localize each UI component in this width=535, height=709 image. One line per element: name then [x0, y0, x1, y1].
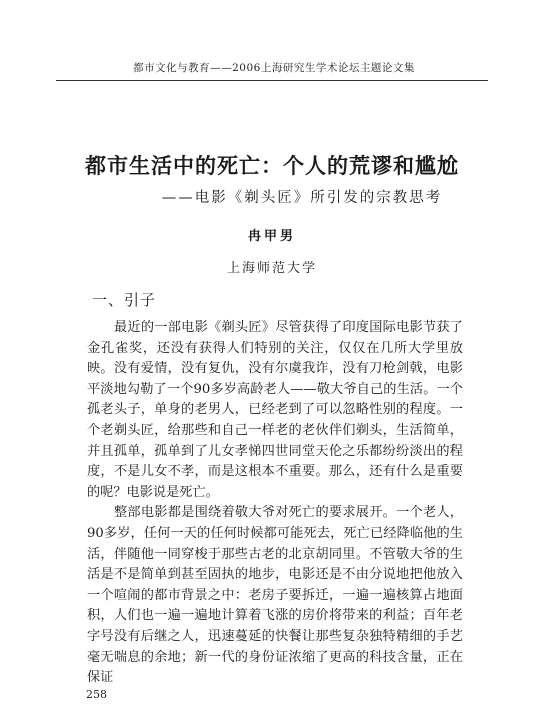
article-subtitle: ——电影《剃头匠》所引发的宗教思考: [161, 190, 443, 206]
header-rule: [56, 80, 488, 81]
paragraph-2: 整部电影都是围绕着敬大爷对死亡的要求展开。一个老人，90多岁，任何一天的任何时候都可能死去，死亡已经降临他的生活，伴随他一同穿梭于那些古老的北京胡同里。不管敬大爷的生活是不是简单到甚至固执的地步，电影还是不由分说地把他放入一个喧闹的都市背景之中：老房子要拆迁，一遍一遍核算占地面积，人们也一遍一遍地计算着飞涨的房价将带来的利益；百年老字号没有后继之人，迅速蔓延的快餐让那些复杂独特精细的手艺毫无喘息的余地；新一代的身份证浓缩了更高的科技含量，正在保证: [87, 505, 463, 686]
section-heading: 一、引子: [92, 291, 157, 309]
author-name: 冉甲男: [247, 229, 296, 244]
running-head: 都市文化与教育——2006上海研究生学术论坛主题论文集: [133, 62, 415, 74]
body-text: [87, 318, 463, 689]
page-number: 258: [86, 688, 107, 701]
article-title: 都市生活中的死亡：个人的荒谬和尴尬: [85, 154, 459, 178]
paragraph-1: 最近的一部电影《剃头匠》尽管获得了印度国际电影节获了金孔雀奖，还没有获得人们特别的关注，仅仅在几所大学里放映。没有爱情，没有复仇，没有尔虞我诈，没有刀枪剑戟，电影平淡地勾勒了一个90多岁高龄老人——敬大爷自己的生活。一个孤老头子，单身的老男人，已经老到了可以忽略性别的程度。一个老剃头匠，给那些和自己一样老的老伙伴们剃头，生活简单，并且孤单，孤单到了儿女孝悌四世同堂天伦之乐都纷纷淡出的程度，不是儿女不孝，而是这根本不重要。那么，还有什么是重要的呢？电影说是死亡。: [87, 320, 463, 500]
author-affiliation: 上海师范大学: [226, 261, 317, 276]
